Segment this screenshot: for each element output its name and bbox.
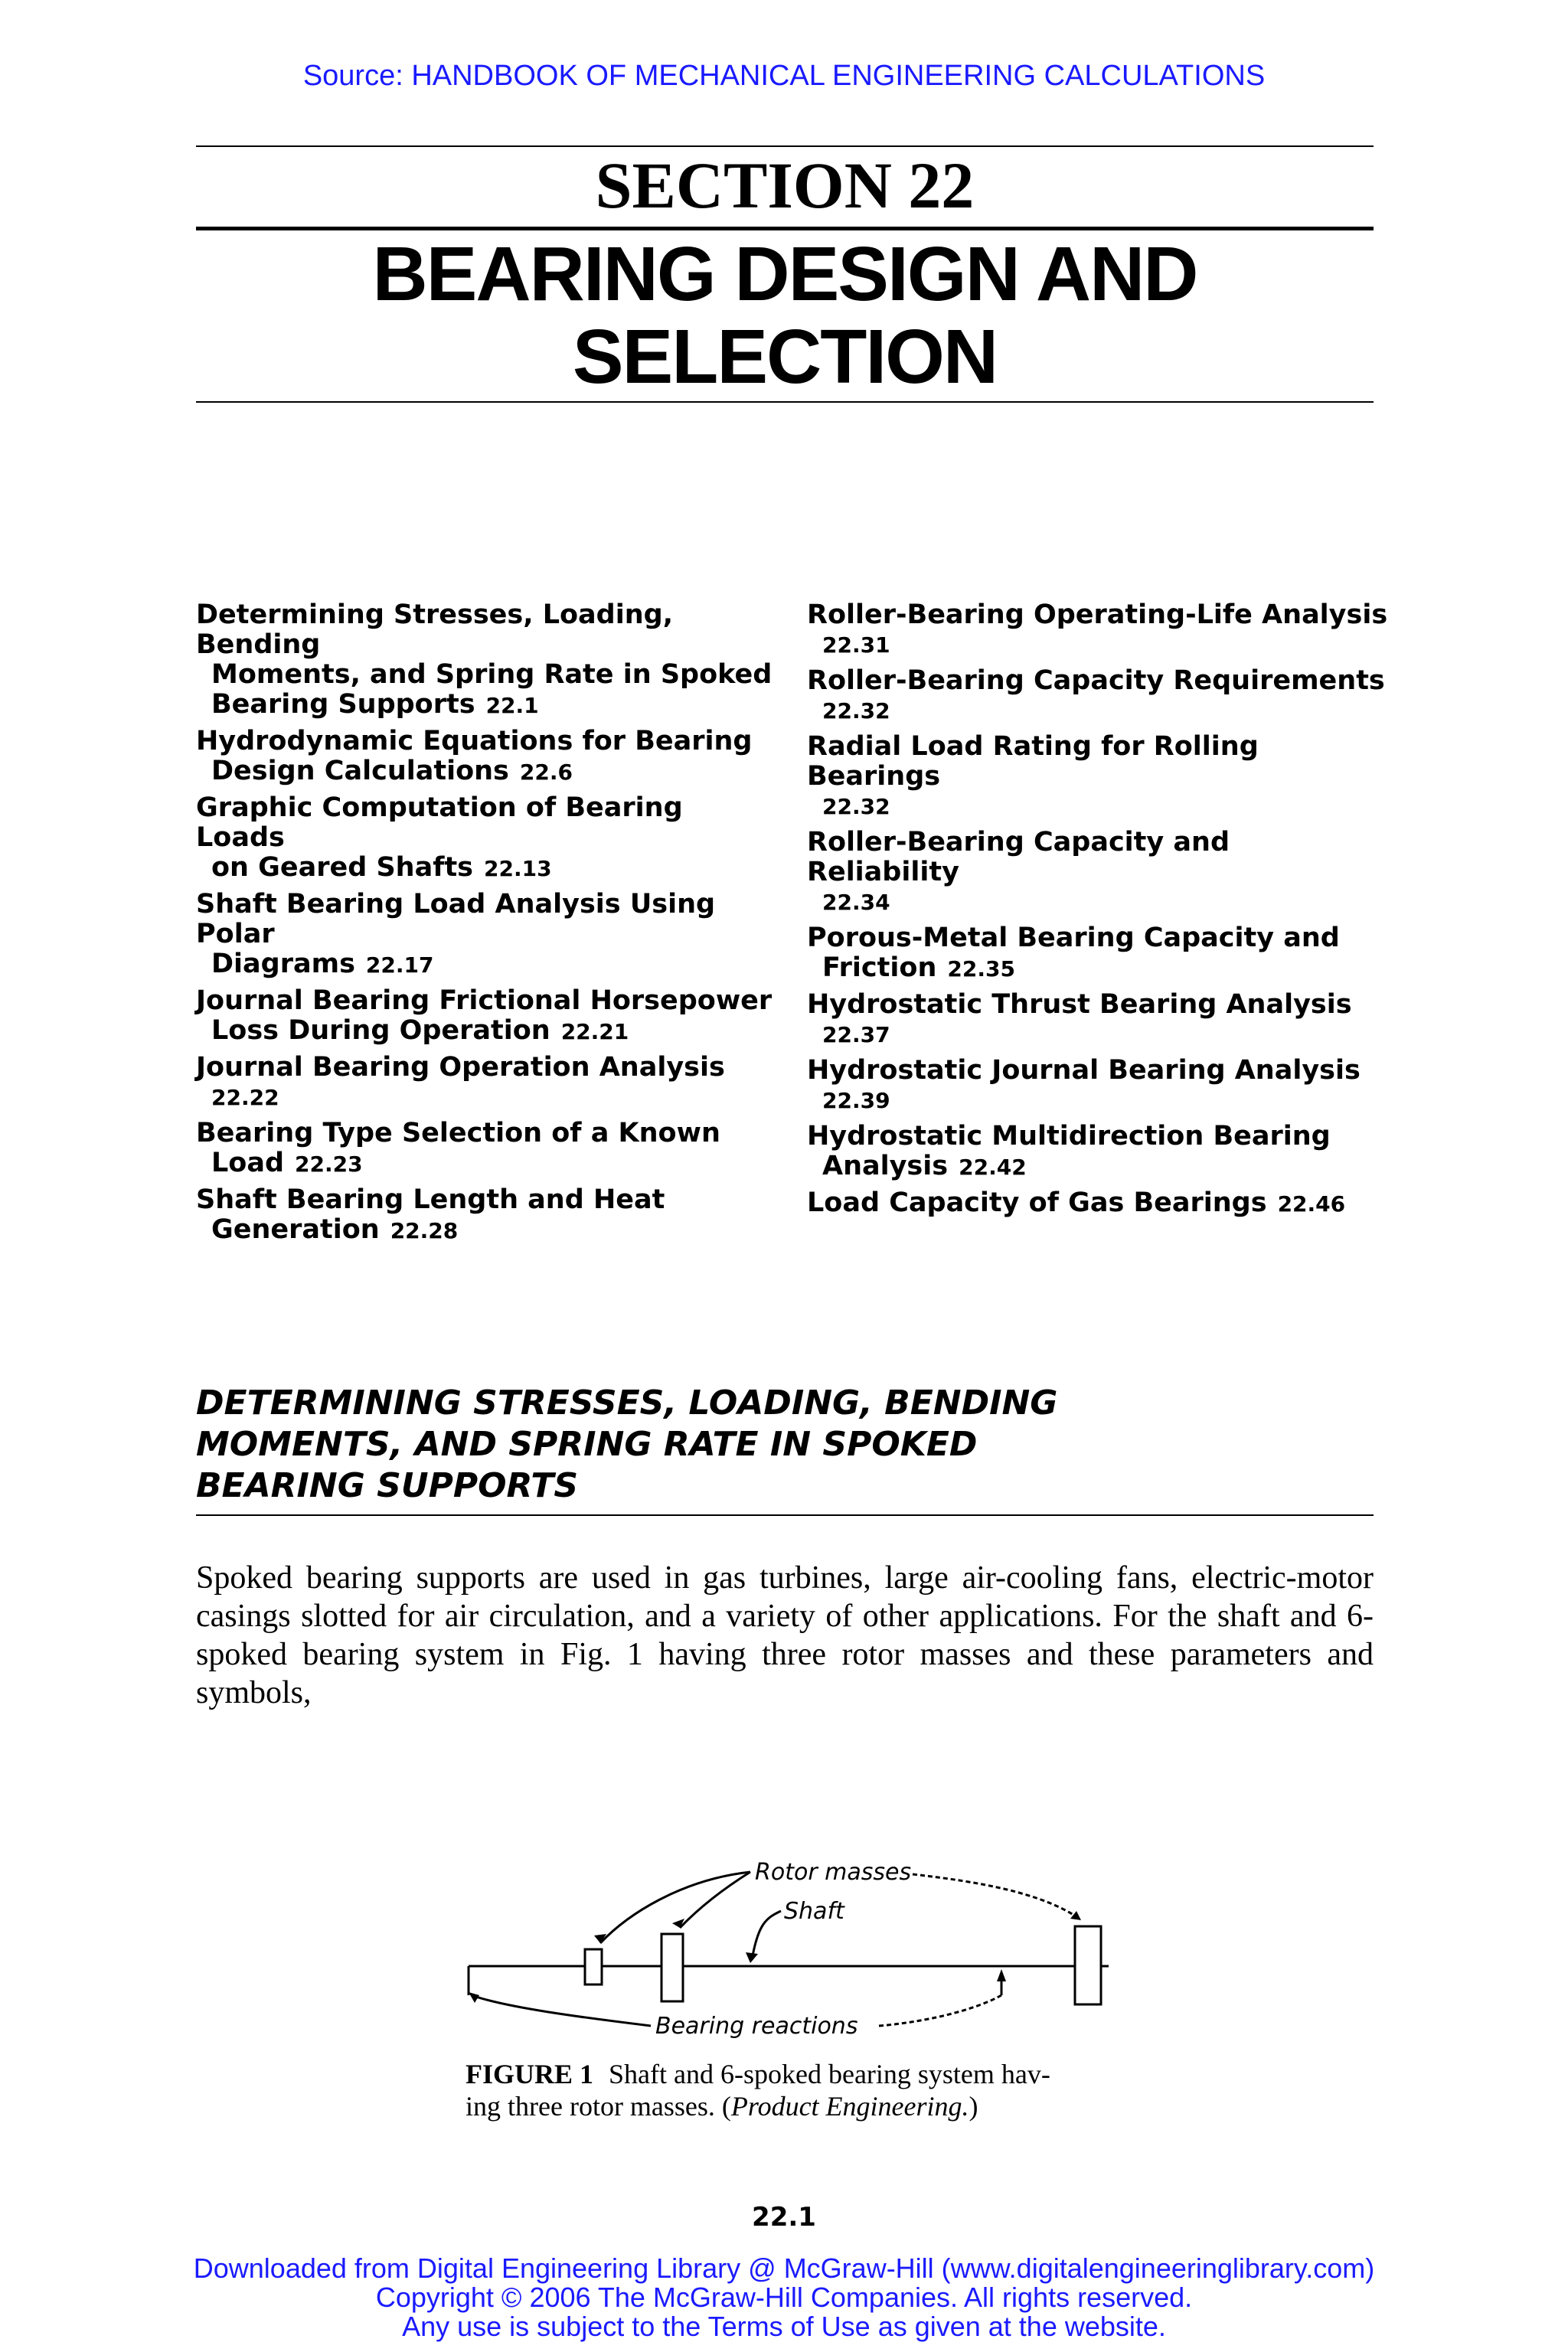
toc-entry[interactable] [196,1185,778,1246]
toc-entry-title-text: Loss During Operation [211,1015,550,1046]
toc-entry-title-line: Journal Bearing Operation Analysis [196,1052,725,1083]
toc-entry-title-line [807,953,1389,984]
toc-entry-title-text: Bearing Supports [211,689,475,720]
leader-reaction-right [879,1995,1001,2026]
toc-right-column [807,600,1389,1225]
leader-mass-3 [913,1874,1080,1919]
toc-entry[interactable] [807,600,1389,660]
leader-mass-1 [600,1872,750,1943]
toc-entry-title-line: Journal Bearing Frictional Horsepower [196,985,773,1016]
toc-entry-page: 22.6 [519,760,573,785]
toc-entry-title-line: Radial Load Rating for Rolling Bearings [807,731,1259,792]
arrowhead-reaction-right [997,1969,1006,1981]
toc-entry-title-line: Hydrostatic Journal Bearing Analysis [807,1055,1361,1086]
heading-rule [196,1514,1374,1516]
toc-entry-page: 22.39 [822,1088,890,1113]
page-number: 22.1 [752,2202,816,2233]
toc-entry-page: 22.1 [485,693,539,718]
toc-entry[interactable] [807,990,1389,1050]
toc-entry-page: 22.32 [822,794,890,819]
label-bearing-reactions: Bearing reactions [655,2013,858,2040]
toc-entry-title-line: Roller-Bearing Capacity Requirements [807,665,1385,696]
toc-entry-page: 22.17 [365,952,434,978]
section-heading-line1: DETERMINING STRESSES, LOADING, BENDING [196,1383,1058,1423]
leader-mass-2 [680,1872,750,1928]
toc-entry-title-text: on Geared Shafts [211,852,474,883]
toc-entry-title-line: Hydrostatic Thrust Bearing Analysis [807,989,1352,1020]
toc-entry-title-line: Hydrodynamic Equations for Bearing [196,726,753,756]
toc-entry[interactable] [196,727,778,787]
leader-shaft [752,1911,781,1960]
toc-entry-title-line [196,690,778,720]
toc-entry-title-line [196,1148,778,1179]
toc-entry-title-line [807,1152,1389,1182]
top-rule [196,145,1374,147]
toc-entry-title-text: Generation [211,1214,380,1245]
toc-entry-title-line [196,1016,778,1047]
toc-entry[interactable] [196,1119,778,1179]
toc-entry-title-line: Roller-Bearing Capacity and Reliability [807,827,1230,887]
toc-entry-title-line: Shaft Bearing Load Analysis Using Polar [196,889,716,949]
caption-source: Product Engineering. [730,2091,969,2122]
section-heading-line3: BEARING SUPPORTS [196,1466,579,1505]
rotor-mass-2 [662,1934,683,2001]
toc-entry-title-line: Moments, and Spring Rate in Spoked [211,659,773,690]
toc-entry-page: 22.31 [822,632,890,658]
toc-entry[interactable] [196,793,778,884]
source-line: Source: HANDBOOK OF MECHANICAL ENGINEERING CALCULATIONS [302,60,1266,92]
footer [0,2254,1568,2341]
toc-entry-title-line: Bearing Type Selection of a Known [196,1118,720,1148]
toc-entry-title-text: Diagrams [211,949,355,979]
toc-entry-title-line [196,1215,778,1246]
arrowhead-reaction-left [469,1992,479,2003]
toc-entry[interactable] [807,732,1389,822]
section-heading [196,1383,1191,1507]
toc-entry-title-text: Design Calculations [211,756,509,786]
toc-entry-title-line [196,853,778,884]
toc-entry-page: 22.35 [947,956,1015,982]
toc-entry-page: 22.34 [822,890,890,915]
toc-entry-title-line: Determining Stresses, Loading, Bending [196,599,673,660]
toc-entry-title-line: Shaft Bearing Length and Heat [196,1184,665,1215]
toc-entry[interactable] [807,666,1389,726]
toc-entry[interactable] [807,923,1389,984]
toc-entry[interactable] [807,1188,1389,1219]
section-title [196,233,1374,398]
toc-entry-title-line [196,949,778,980]
toc-left-column [196,600,778,1252]
arrowhead-shaft [746,1952,758,1963]
toc-entry-title-line [807,1188,1389,1219]
toc-entry-page: 22.13 [484,856,552,881]
toc-entry-page: 22.23 [295,1152,363,1177]
toc-entry[interactable] [196,890,778,980]
toc-entry-page: 22.32 [822,698,890,724]
toc-entry[interactable] [196,986,778,1047]
toc-entry-page: 22.46 [1277,1191,1346,1217]
title-bottom-rule [196,401,1374,403]
toc-entry-title-line: Porous-Metal Bearing Capacity and [807,923,1340,953]
toc-entry[interactable] [196,1053,778,1112]
toc-entry-page: 22.42 [959,1155,1027,1180]
toc-entry-title-line [196,756,778,787]
caption-text-2: ing three rotor masses. ( [466,2091,731,2122]
label-shaft: Shaft [784,1898,844,1925]
footer-line3: Any use is subject to the Terms of Use as given at the website. [402,2311,1166,2342]
arrowhead-mass-3 [1070,1911,1081,1920]
body-paragraph: Spoked bearing supports are used in gas turbines, large air-cooling fans, electric-motor casings slotted for air circulation, and a variety of other applications. For the shaft and 6-spoked bearing system in Fig. 1 having three rotor masses and these parameters and symbols, [196,1560,1374,1710]
figure-number: FIGURE 1 [466,2059,594,2089]
leader-reaction-left [472,1995,651,2026]
toc-entry-title-text: Load Capacity of Gas Bearings [807,1187,1267,1218]
section-heading-line2: MOMENTS, AND SPRING RATE IN SPOKED [196,1425,978,1464]
toc-entry[interactable] [196,600,778,720]
rotor-mass-1 [585,1949,602,1984]
label-rotor-masses: Rotor masses [755,1859,912,1886]
toc-entry-title-line: Graphic Computation of Bearing Loads [196,792,683,853]
toc-entry-title-text: Analysis [822,1151,949,1181]
caption-end: ) [969,2091,978,2122]
figure-caption [466,2058,1109,2122]
toc-entry[interactable] [807,828,1389,917]
section-title-line1: BEARING DESIGN AND [372,231,1197,317]
caption-text-1: Shaft and 6-spoked bearing system hav- [609,2059,1050,2089]
toc-entry-title-text: Load [211,1148,285,1178]
toc-entry-title-line: Hydrostatic Multidirection Bearing [807,1121,1331,1152]
footer-line1[interactable]: Downloaded from Digital Engineering Library @ McGraw-Hill (www.digitalengineeringlibrary.com) [193,2252,1375,2284]
toc-entry-title-line: Roller-Bearing Operating-Life Analysis [807,599,1388,630]
toc-entry-page: 22.37 [822,1022,890,1047]
toc-entry[interactable] [807,1122,1389,1182]
section-title-line2: SELECTION [572,314,998,400]
toc-entry-page: 22.21 [560,1019,629,1044]
toc-entry-page: 22.28 [390,1218,459,1243]
rotor-mass-3 [1075,1926,1101,2004]
toc-entry-page: 22.22 [211,1085,279,1110]
toc-entry[interactable] [807,1056,1389,1116]
figure-1-diagram [459,1845,1118,2052]
footer-line2: Copyright © 2006 The McGraw-Hill Companies. All rights reserved. [375,2282,1193,2313]
section-number: SECTION 22 [595,149,975,222]
toc-entry-title-text: Friction [822,952,937,983]
title-rule [196,227,1374,230]
